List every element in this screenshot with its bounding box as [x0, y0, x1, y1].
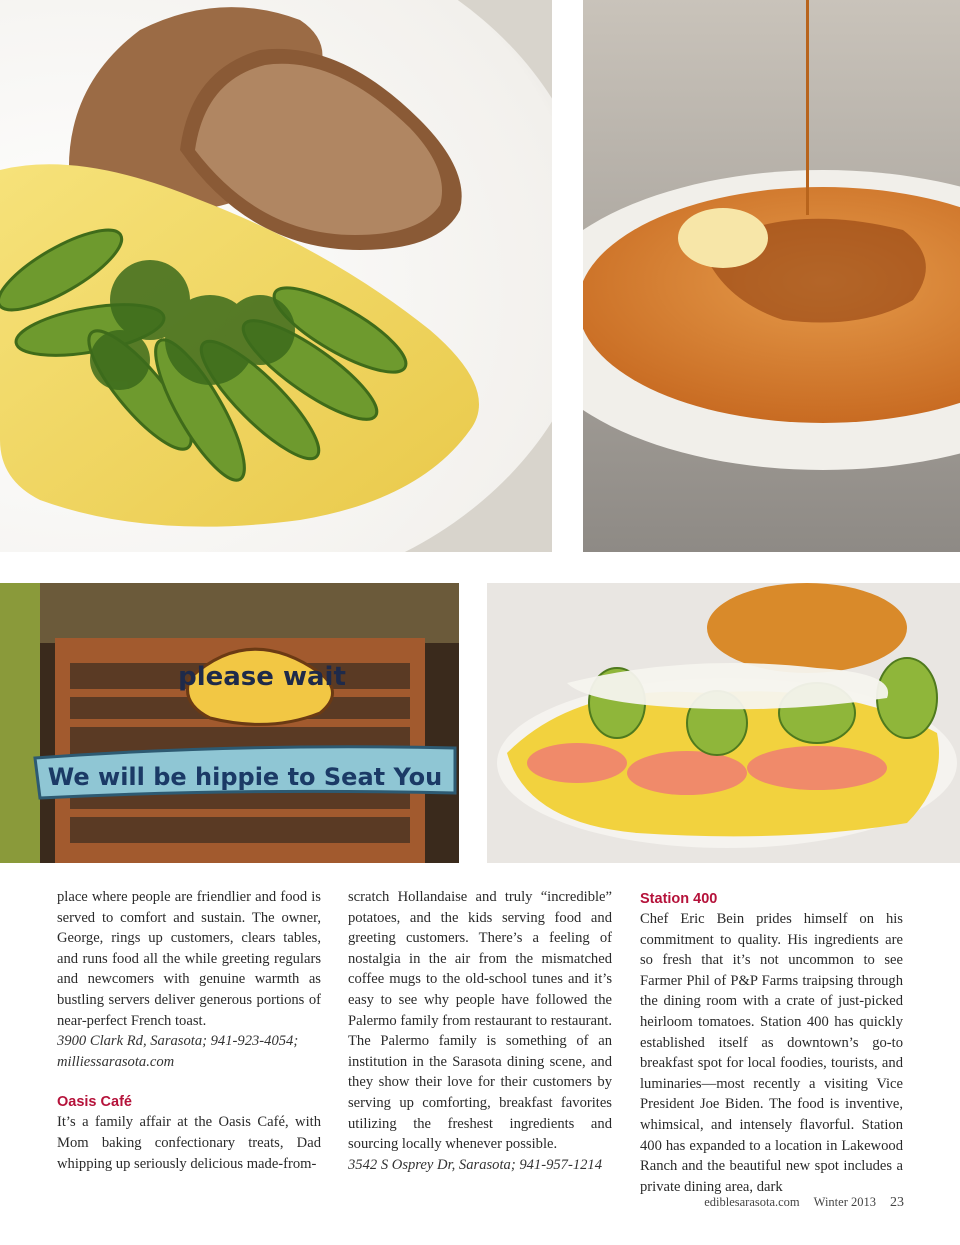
page-number: 23: [890, 1195, 904, 1210]
footer-issue: Winter 2013: [813, 1195, 876, 1209]
column-2-body: scratch Hollandaise and truly “incredible” potatoes, and the kids serving food and greeting customers. There’s a feeling of nostalgia in the air from the mismatched coffee mugs to the old-school tunes and it’s easy to see why people have followed the Palermo family from restaurant to restaurant. The Palermo family is something of an institution in the Sarasota dining scene, and they show their love for their customers by serving up comforting, breakfast favorites utilizing the freshest ingredients and sourcing locally whenever possible.: [348, 889, 612, 1153]
millies-address: 3900 Clark Rd, Sarasota; 941-923-4054; milliessarasota.com: [57, 1033, 299, 1070]
column-1-intro: place where people are friendlier and food is served to comfort and sustain. The owner, George, rings up customers, clears tables, and runs food all the while greeting regulars and newcomers with genuine warmth as bustling servers deliver generous portions of near-perfect French toast.: [57, 889, 321, 1029]
column-1: [57, 887, 321, 1174]
pancake-photo: [583, 0, 960, 552]
station-400-body: Chef Eric Bein prides himself on his commitment to quality. His ingredients are so fresh that it’s not uncommon to see Farmer Phil of P&P Farms traipsing through the dining room with a crate of just-picked heirloom tomatoes. Station 400 has quickly established itself as downtown’s go-to breakfast spot for local foodies, tourists, and luminaries—most recently a visiting Vice President Joe Biden. The food is inventive, whimsical, and intensely flavorful. Station 400 has expanded to a location in Lakewood Ranch and the beautiful new spot includes a private dining area, dark: [640, 911, 903, 1195]
station-400-heading: Station 400: [640, 891, 718, 907]
column-3: [640, 887, 903, 1197]
hippie-sign-text: We will be hippie to Seat You: [47, 763, 443, 791]
hippie-sign-photo: [0, 583, 459, 863]
oasis-cafe-address: 3542 S Osprey Dr, Sarasota; 941-957-1214: [348, 1156, 603, 1173]
omelet-photo: [0, 0, 552, 552]
oasis-cafe-body: It’s a family affair at the Oasis Café, with Mom baking confectionary treats, Dad whipping up seriously delicious made-from-: [57, 1114, 321, 1172]
please-wait-text: please wait: [178, 662, 346, 692]
footer-site: ediblesarasota.com: [704, 1195, 800, 1209]
column-2: [348, 887, 612, 1175]
page-footer: [688, 1195, 904, 1211]
oasis-cafe-heading: Oasis Café: [57, 1094, 132, 1111]
salmon-eggs-photo: [487, 583, 960, 863]
